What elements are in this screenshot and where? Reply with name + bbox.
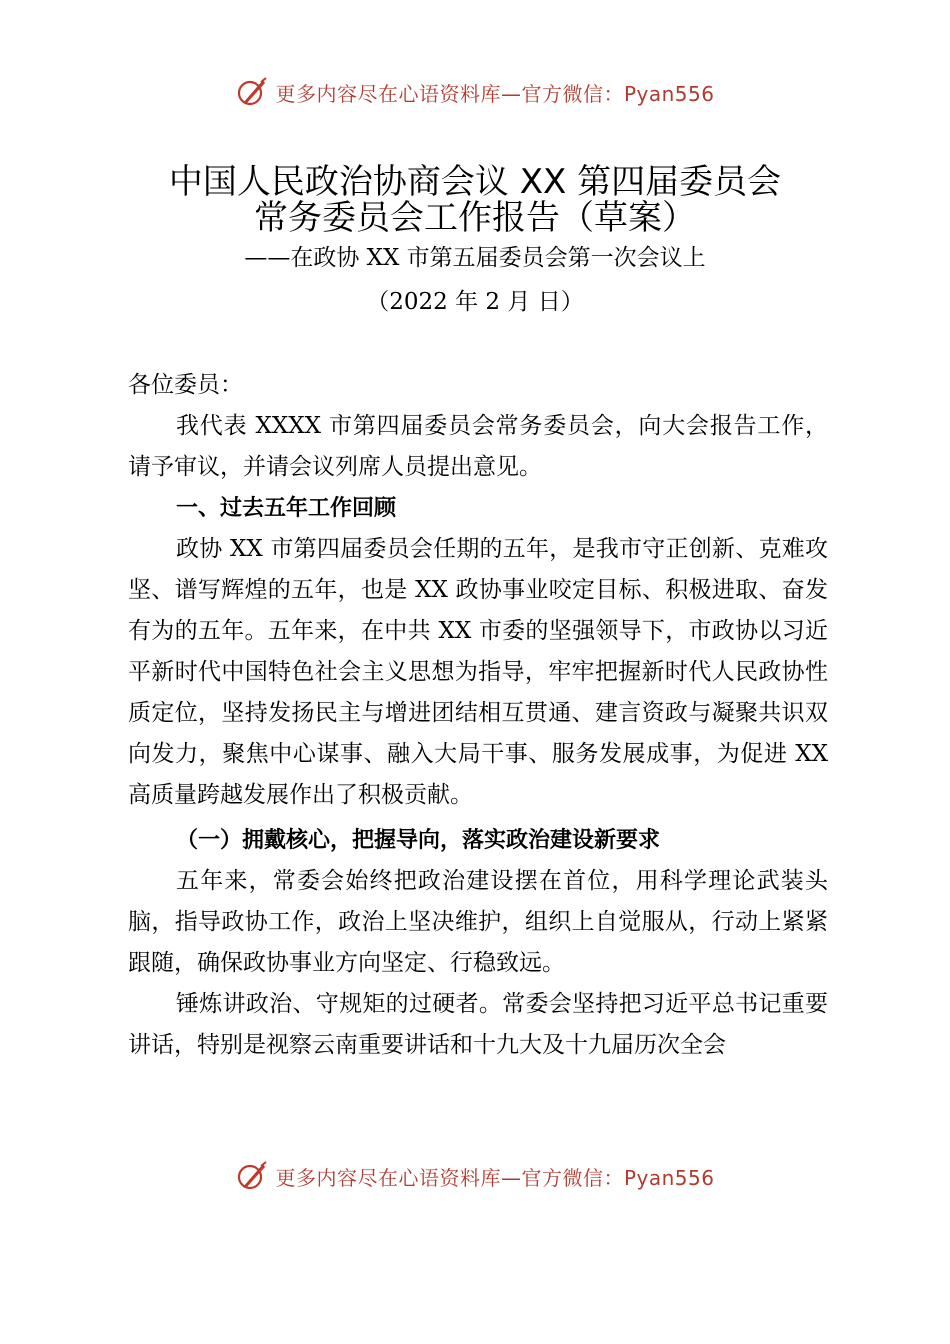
subsection-1-paragraph: 五年来，常委会始终把政治建设摆在首位，用科学理论武装头脑，指导政协工作，政治上坚决维护，组织上自觉服从，行动上紧紧跟随，确保政协事业方向坚定、行稳致远。	[128, 868, 828, 976]
quill-pen-logo-icon	[235, 75, 269, 109]
document-title-line-2: 常务委员会工作报告（草案）	[254, 198, 696, 238]
footer-banner	[0, 1156, 950, 1196]
footer-banner-text: 更多内容尽在心语资料库—官方微信：Pyan556	[275, 1165, 715, 1190]
quill-pen-logo-icon	[235, 1159, 269, 1193]
salutation: 各位委员：	[128, 372, 243, 398]
header-banner	[0, 72, 950, 112]
subsection-1-paragraph-2: 锤炼讲政治、守规矩的过硬者。常委会坚持把习近平总书记重要讲话，特别是视察云南重要讲话和十九大及十九届历次全会	[128, 991, 828, 1058]
header-banner-text: 更多内容尽在心语资料库—官方微信：Pyan556	[275, 81, 715, 106]
subsection-heading-1: （一）拥戴核心，把握导向，落实政治建设新要求	[176, 828, 661, 853]
section-heading-1: 一、过去五年工作回顾	[176, 496, 397, 521]
document-body	[128, 365, 828, 1066]
document-title-line-1: 中国人民政治协商会议 XX 第四届委员会	[168, 162, 782, 202]
document-date: （2022 年 2 月 日）	[366, 289, 584, 315]
intro-paragraph: 我代表 XXXX 市第四届委员会常务委员会，向大会报告工作，请予审议，并请会议列席人员提出意见。	[128, 413, 828, 480]
document-subtitle: ——在政协 XX 市第五届委员会第一次会议上	[244, 245, 706, 271]
section-1-paragraph: 政协 XX 市第四届委员会任期的五年，是我市守正创新、克难攻坚、谱写辉煌的五年，也是 XX 政协事业咬定目标、积极进取、奋发有为的五年。五年来，在中共 XX 市委的坚强领导下，市政协以习近平新时代中国特色社会主义思想为指导，牢牢把握新时代人民政协性质定位，坚持发扬民主与增进团结相互贯通、建言资政与凝聚共识双向发力，聚焦中心谋事、融入大局干事、服务发展成事，为促进 XX 高质量跨越发展作出了积极贡献。	[128, 536, 828, 808]
